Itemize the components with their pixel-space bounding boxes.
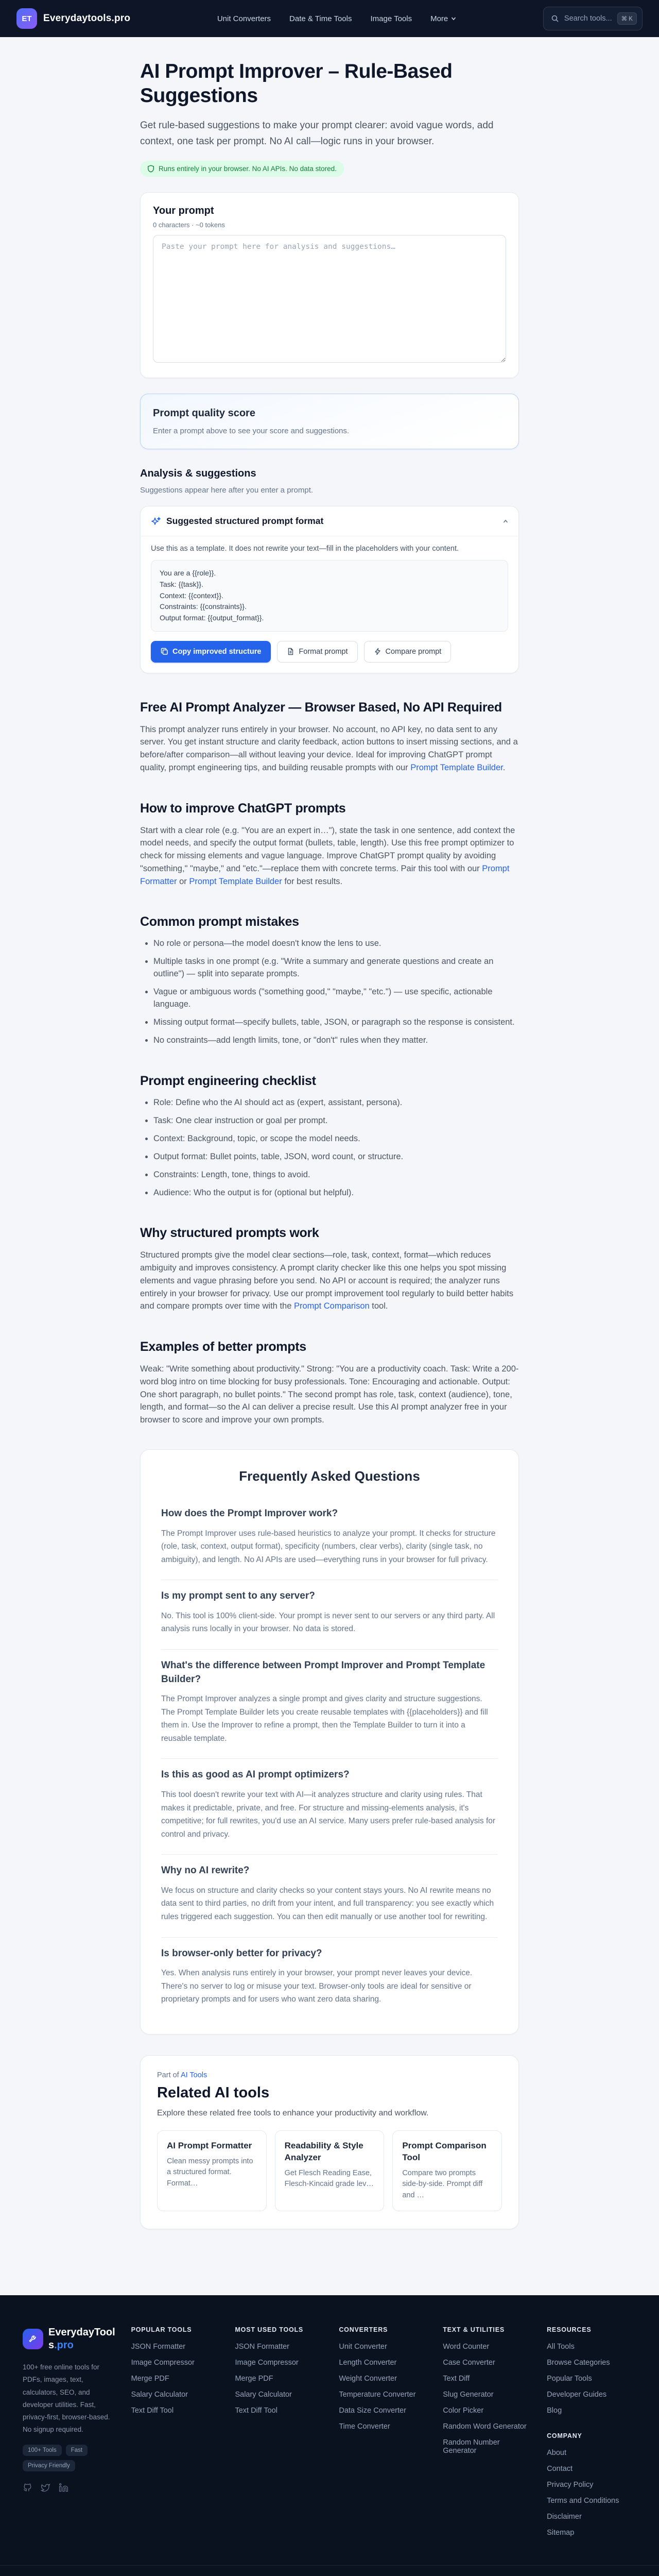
footer-links-converters xyxy=(339,2343,428,2431)
nav-date-time-tools[interactable]: Date & Time Tools xyxy=(289,14,352,23)
score-empty-text: Enter a prompt above to see your score and suggestions. xyxy=(153,427,350,436)
mistake-item: • Multiple tasks in one prompt (e.g. "Write a summary and generate questions and create an outline") — split into separate prompts. xyxy=(153,956,519,980)
tool-card-title: Prompt Comparison Tool xyxy=(402,2140,487,2162)
suggested-format-actions xyxy=(151,641,508,663)
footer-links-most-used xyxy=(235,2343,324,2415)
footer-link[interactable]: Length Converter xyxy=(339,2358,397,2367)
page-subtitle: Get rule-based suggestions to make your prompt clearer: avoid vague words, add context, one task per prompt. No AI call—logic runs in your browser. xyxy=(140,120,494,147)
footer-link[interactable]: About xyxy=(547,2448,567,2457)
section-paragraph xyxy=(140,723,519,774)
suggested-format-toggle[interactable] xyxy=(141,506,518,536)
prompt-input-card xyxy=(140,192,519,378)
footer-link[interactable]: Image Compressor xyxy=(131,2358,195,2367)
document-icon xyxy=(287,648,294,655)
inline-text-link[interactable]: Prompt Template Builder xyxy=(189,876,282,886)
checklist-item: • Audience: Who the output is for (optional but helpful). xyxy=(153,1187,519,1199)
faq-answer: No. This tool is 100% client-side. Your prompt is never sent to our servers or any third party. All analysis runs locally in your browser. No data is stored. xyxy=(161,1611,495,1634)
ai-tools-link[interactable]: AI Tools xyxy=(180,2071,207,2079)
footer-link[interactable]: JSON Formatter xyxy=(235,2342,289,2351)
prompt-counter: 0 characters · ~0 tokens xyxy=(153,221,225,229)
footer-link[interactable]: Data Size Converter xyxy=(339,2406,406,2415)
related-tools-card xyxy=(140,2055,519,2229)
faq-item xyxy=(161,1854,498,1937)
section-heading-structured: Why structured prompts work xyxy=(140,1226,319,1241)
footer-column-text-utilities xyxy=(443,2326,532,2545)
footer-links-company xyxy=(547,2449,636,2537)
search-placeholder: Search tools... xyxy=(564,14,612,23)
nav-more[interactable] xyxy=(430,14,456,23)
faq-question: Why no AI rewrite? xyxy=(161,1865,250,1876)
footer-link[interactable]: Text Diff xyxy=(443,2374,470,2383)
faq-answer: The Prompt Improver uses rule-based heuristics to analyze your prompt. It checks for structure (role, task, context, output format), specificity (numbers, clear verbs), clarity (single task, no ambiguity), and length. No AI APIs are used—everything runs in your browser for full privacy. xyxy=(161,1529,496,1564)
tool-card-description: Compare two prompts side-by-side. Prompt diff and … xyxy=(402,2168,483,2200)
suggested-format-body xyxy=(141,536,518,672)
related-subtitle: Explore these related free tools to enhance your productivity and workflow. xyxy=(157,2108,429,2117)
footer-column-heading: TEXT & UTILITIES xyxy=(443,2326,505,2333)
footer-link[interactable]: Weight Converter xyxy=(339,2374,397,2383)
lightning-icon xyxy=(374,648,381,655)
copy-structure-button[interactable] xyxy=(151,641,271,663)
template-line: Context: {{context}}. xyxy=(160,591,223,600)
tool-card-description: Clean messy prompts into a structured format. Format… xyxy=(167,2157,253,2188)
faq-item xyxy=(161,1580,498,1649)
shield-icon xyxy=(147,165,154,173)
suggested-format-card xyxy=(140,506,519,673)
tool-card-prompt-formatter[interactable] xyxy=(157,2130,267,2211)
footer-link[interactable]: Random Number Generator xyxy=(443,2438,500,2455)
faq-answer: Yes. When analysis runs entirely in your browser, your prompt never leaves your device. There's no server to log or misuse your text. Browser-only tools are ideal for sensitive or proprietary prompts and for users who want zero data sharing. xyxy=(161,1969,473,2004)
section-heading-mistakes: Common prompt mistakes xyxy=(140,914,299,929)
footer-column-heading: MOST USED TOOLS xyxy=(235,2326,304,2333)
footer-link[interactable]: Case Converter xyxy=(443,2358,495,2367)
footer-brand-name xyxy=(48,2326,117,2352)
part-of-label: Part of xyxy=(157,2071,179,2079)
section-paragraph xyxy=(140,1363,519,1427)
footer-link[interactable]: Time Converter xyxy=(339,2422,390,2431)
footer-link[interactable]: Unit Converter xyxy=(339,2342,387,2351)
suggested-format-description: Use this as a template. It does not rewrite your text—fill in the placeholders with your content. xyxy=(151,545,459,553)
footer-link[interactable]: Terms and Conditions xyxy=(547,2496,619,2505)
mistake-item: • No constraints—add length limits, tone, or "don't" rules when they matter. xyxy=(153,1035,519,1047)
checklist-item: • Task: One clear instruction or goal per prompt. xyxy=(153,1115,519,1127)
footer-link[interactable]: Disclaimer xyxy=(547,2512,582,2521)
faq-answer: We focus on structure and clarity checks so your content stays yours. No AI rewrite means no data sent to third parties, no drift from your intent, and full transparency: you see exactly which rules triggered each suggestion. You can then edit manually or use another tool for rewriting. xyxy=(161,1886,494,1921)
footer-column-resources-company xyxy=(547,2326,636,2545)
brand-name: Everydaytools.pro xyxy=(43,13,131,24)
paragraph-text: . xyxy=(502,762,506,772)
wrench-icon xyxy=(28,2334,38,2344)
tool-card-readability-analyzer[interactable] xyxy=(275,2130,385,2211)
prompt-textarea[interactable] xyxy=(153,235,506,363)
nav-more-label: More xyxy=(430,14,448,23)
footer-link[interactable]: Salary Calculator xyxy=(131,2390,188,2399)
footer-column-heading: COMPANY xyxy=(547,2432,582,2439)
compare-prompt-label: Compare prompt xyxy=(385,647,442,656)
footer-brand-text: EverydayTools xyxy=(48,2326,115,2351)
checklist-item: • Context: Background, topic, or scope the model needs. xyxy=(153,1133,519,1145)
search-input[interactable] xyxy=(543,7,643,30)
privacy-badge xyxy=(140,161,344,177)
linkedin-icon[interactable] xyxy=(59,2483,68,2493)
paragraph-text: for best results. xyxy=(282,876,343,886)
footer-link[interactable]: Merge PDF xyxy=(235,2374,273,2383)
faq-question: Is this as good as AI prompt optimizers? xyxy=(161,1769,350,1781)
mistake-item: • Missing output format—specify bullets, table, JSON, or paragraph so the response is consistent. xyxy=(153,1016,519,1029)
template-line: You are a {{role}}. xyxy=(160,569,216,578)
faq-question: Is browser-only better for privacy? xyxy=(161,1947,322,1959)
github-icon[interactable] xyxy=(23,2483,32,2493)
faq-title: Frequently Asked Questions xyxy=(239,1468,420,1484)
search-shortcut-badge: ⌘ K xyxy=(617,12,637,25)
twitter-icon[interactable] xyxy=(41,2483,50,2493)
faq-question: What's the difference between Prompt Improver and Prompt Template Builder? xyxy=(161,1659,485,1685)
faq-question: How does the Prompt Improver work? xyxy=(161,1507,338,1519)
footer-social xyxy=(23,2483,117,2493)
format-prompt-label: Format prompt xyxy=(299,647,348,656)
inline-text-link[interactable]: Prompt Formatter xyxy=(140,863,510,886)
template-line: Constraints: {{constraints}}. xyxy=(160,602,247,611)
analysis-title: Analysis & suggestions xyxy=(140,468,256,480)
related-tools-grid xyxy=(157,2130,502,2211)
footer-badge: Fast xyxy=(66,2445,88,2456)
faq-question: Is my prompt sent to any server? xyxy=(161,1590,315,1602)
analysis-empty-text: Suggestions appear here after you enter a prompt. xyxy=(140,486,314,495)
template-code-block xyxy=(151,560,508,631)
footer-link[interactable]: Text Diff Tool xyxy=(235,2406,278,2415)
footer-link[interactable]: Merge PDF xyxy=(131,2374,169,2383)
footer-link[interactable]: Salary Calculator xyxy=(235,2390,292,2399)
section-heading-improve: How to improve ChatGPT prompts xyxy=(140,801,346,816)
faq-card xyxy=(140,1449,519,2035)
footer-column-converters xyxy=(339,2326,428,2545)
copy-structure-label: Copy improved structure xyxy=(172,647,262,656)
footer-link[interactable]: Word Counter xyxy=(443,2342,490,2351)
tool-card-prompt-comparison[interactable] xyxy=(392,2130,502,2211)
related-part-of xyxy=(157,2071,502,2079)
footer-link[interactable]: All Tools xyxy=(547,2342,575,2351)
faq-item xyxy=(161,1937,498,2020)
site-footer xyxy=(0,2295,659,2576)
suggested-format-title: Suggested structured prompt format xyxy=(166,516,324,527)
mistake-item: • Vague or ambiguous words ("something good," "maybe," "etc.") — use specific, actionable language. xyxy=(153,986,519,1011)
nav-unit-converters[interactable]: Unit Converters xyxy=(217,14,271,23)
footer-link[interactable]: Contact xyxy=(547,2464,573,2473)
search-icon xyxy=(551,14,559,23)
paragraph-text: This prompt analyzer runs entirely in your browser. No account, no API key, no data sent to any server. You get instant structure and clarity feedback, action buttons to insert missing sections, and a before/after comparison—all without leaving your device. Ideal for improving ChatGPT prompt quality, prompt engineering tips, and building reusable prompts with our xyxy=(140,724,518,772)
mistakes-list xyxy=(140,938,519,1046)
section-heading-examples: Examples of better prompts xyxy=(140,1340,306,1354)
inline-text-link[interactable]: Prompt Comparison xyxy=(293,1301,370,1311)
footer-badges xyxy=(23,2445,117,2471)
footer-link[interactable]: Random Word Generator xyxy=(443,2422,527,2431)
paragraph-text: or xyxy=(177,876,189,886)
footer-link[interactable]: Privacy Policy xyxy=(547,2480,594,2489)
brand[interactable] xyxy=(16,8,130,29)
site-header xyxy=(0,0,659,37)
faq-answer: The Prompt Improver analyzes a single prompt and gives clarity and structure suggestions. The Prompt Template Builder lets you create reusable templates with {{placeholders}} and fill them in. Use the Improver to refine a prompt, then the Template Builder to turn it into a reusable template. xyxy=(161,1694,488,1743)
footer-link[interactable]: Slug Generator xyxy=(443,2390,494,2399)
footer-description: 100+ free online tools for PDFs, images, text, calculators, SEO, and developer utilities. Fast, privacy-first, browser-based. No signup required. xyxy=(23,2363,110,2434)
checklist-item: • Role: Define who the AI should act as (expert, assistant, persona). xyxy=(153,1097,519,1109)
footer-column-popular xyxy=(131,2326,221,2545)
footer-link[interactable]: Blog xyxy=(547,2406,562,2415)
faq-item xyxy=(161,1649,498,1758)
footer-link[interactable]: Image Compressor xyxy=(235,2358,299,2367)
section-paragraph xyxy=(140,824,519,888)
sparkles-icon xyxy=(151,516,161,527)
prompt-card-title: Your prompt xyxy=(153,205,214,217)
footer-link[interactable]: Sitemap xyxy=(547,2528,575,2537)
compare-prompt-button[interactable] xyxy=(364,641,452,663)
footer-logo xyxy=(23,2329,43,2349)
seo-article xyxy=(140,700,519,1427)
paragraph-text: tool. xyxy=(369,1301,388,1311)
brand-logo: ET xyxy=(16,8,37,29)
section-paragraph xyxy=(140,1249,519,1313)
footer-column-heading: CONVERTERS xyxy=(339,2326,388,2333)
chevron-down-icon xyxy=(451,16,456,21)
faq-item xyxy=(161,1498,498,1580)
footer-link[interactable]: Text Diff Tool xyxy=(131,2406,174,2415)
paragraph-text: Start with a clear role (e.g. "You are an expert in…"), state the task in one sentence, add context the model needs, and specify the output format (bullets, table, length). Use this free prompt optimizer to check for missing elements and vague language. Improve ChatGPT prompt quality by avoiding "something," "maybe," and "etc."—replace them with concrete terms. Pair this tool with our xyxy=(140,825,515,873)
copy-icon xyxy=(161,648,168,655)
footer-links-resources xyxy=(547,2343,636,2415)
footer-column-heading: POPULAR TOOLS xyxy=(131,2326,192,2333)
inline-text-link[interactable]: Prompt Template Builder xyxy=(410,762,503,772)
footer-link[interactable]: JSON Formatter xyxy=(131,2342,186,2351)
checklist-list xyxy=(140,1097,519,1199)
nav-image-tools[interactable]: Image Tools xyxy=(370,14,412,23)
faq-answer: This tool doesn't rewrite your text with AI—it analyzes structure and clarity using rules. That makes it predictable, private, and free. For structure and missing-elements analysis, it's competitive; for full rewrites, you'd use an AI service. Many users prefer rule-based analysis for control and privacy. xyxy=(161,1790,496,1839)
mistake-item: • No role or persona—the model doesn't know the lens to use. xyxy=(153,938,519,950)
footer-brand-column xyxy=(23,2326,117,2545)
section-heading-analyzer: Free AI Prompt Analyzer — Browser Based, No API Required xyxy=(140,700,502,715)
section-heading-checklist: Prompt engineering checklist xyxy=(140,1073,316,1088)
footer-brand-tld: .pro xyxy=(54,2339,74,2351)
footer-link[interactable]: Developer Guides xyxy=(547,2390,607,2399)
tool-card-title: Readability & Style Analyzer xyxy=(284,2140,363,2162)
footer-links-text-utilities xyxy=(443,2343,532,2455)
footer-badge: 100+ Tools xyxy=(23,2445,62,2456)
footer-column-heading: RESOURCES xyxy=(547,2326,592,2333)
related-title: Related AI tools xyxy=(157,2084,270,2101)
tool-card-description: Get Flesch Reading Ease, Flesch-Kincaid grade lev… xyxy=(284,2168,374,2189)
template-line: Output format: {{output_format}}. xyxy=(160,614,264,622)
footer-link[interactable]: Color Picker xyxy=(443,2406,484,2415)
faq-item xyxy=(161,1758,498,1854)
paragraph-text: Weak: "Write something about productivity." Strong: "You are a productivity coach. Task: Write a 200-word blog intro on time blocking for busy professionals. Tone: Encouraging and actionable. Output: One short paragraph, no bullet points." The second prompt has role, task, context (audience), tone, length, and format—so the AI can deliver a precise result. Use this AI prompt analyzer free in your browser to score and improve your own prompts. xyxy=(140,1364,519,1425)
footer-links-popular xyxy=(131,2343,221,2415)
paragraph-text: Structured prompts give the model clear sections—role, task, context, format—which reduces ambiguity and improves consistency. A prompt clarity checker like this one helps you spot missing elements and vague phrasing before you send. No API or account is required; the analyzer runs entirely in your browser for privacy. Use our prompt improvement tool regularly to build better habits and compare prompts over time with the xyxy=(140,1250,514,1311)
checklist-item: • Constraints: Length, tone, things to avoid. xyxy=(153,1169,519,1181)
checklist-item: • Output format: Bullet points, table, JSON, word count, or structure. xyxy=(153,1151,519,1163)
footer-bottom-bar xyxy=(0,2565,659,2576)
chevron-up-icon xyxy=(503,519,508,524)
page-title: AI Prompt Improver – Rule-Based Suggestions xyxy=(140,60,453,107)
score-card-title: Prompt quality score xyxy=(153,408,255,419)
format-prompt-button[interactable] xyxy=(277,641,357,663)
main-nav xyxy=(217,14,456,23)
footer-link[interactable]: Popular Tools xyxy=(547,2374,592,2383)
footer-link[interactable]: Browse Categories xyxy=(547,2358,610,2367)
tool-card-title: AI Prompt Formatter xyxy=(167,2140,252,2150)
privacy-badge-text: Runs entirely in your browser. No AI APIs. No data stored. xyxy=(159,165,337,173)
quality-score-card xyxy=(140,394,519,449)
footer-link[interactable]: Temperature Converter xyxy=(339,2390,416,2399)
footer-badge: Privacy Friendly xyxy=(23,2460,75,2471)
template-line: Task: {{task}}. xyxy=(160,580,203,588)
footer-column-most-used xyxy=(235,2326,324,2545)
